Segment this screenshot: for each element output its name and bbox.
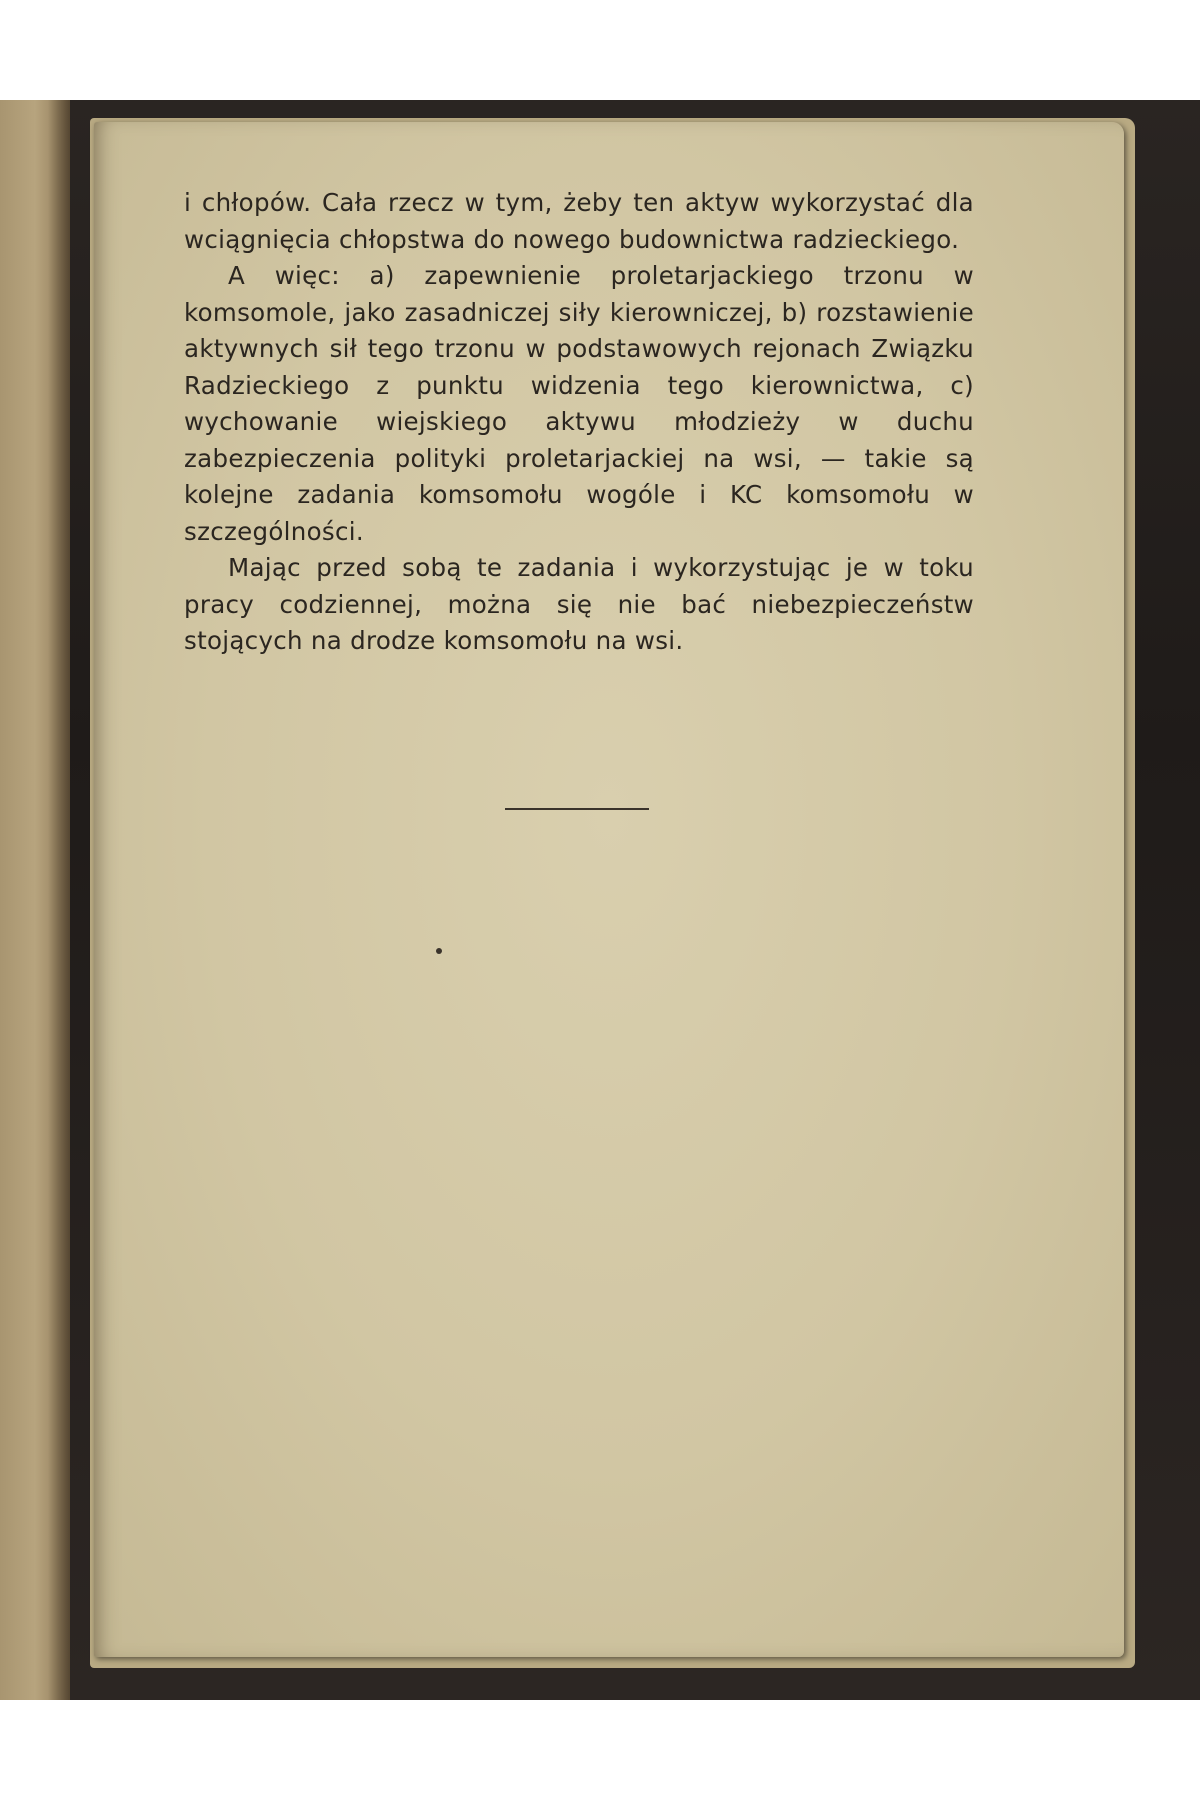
paragraph-1: i chłopów. Cała rzecz w tym, żeby ten aktyw wykorzystać dla wciągnięcia chłopstwa do nowego budownictwa radzieckiego. — [184, 188, 974, 254]
paper-speck — [436, 948, 442, 954]
section-end-rule — [505, 808, 649, 810]
page-gutter-shadow — [48, 100, 70, 1700]
page-text — [184, 185, 974, 660]
previous-page-edge — [0, 100, 70, 1700]
paragraph-2: A więc: a) zapewnienie proletarjackiego trzonu w komsomole, jako zasadniczej siły kierowniczej, b) rozstawienie aktywnych sił tego trzonu w podstawowych rejonach Związku Radzieckiego z punktu widzenia tego kierownictwa, c) wychowanie wiejskiego aktywu młodzieży w duchu zabezpieczenia polityki proletarjackiej na wsi, — takie są kolejne zadania komsomołu wogóle i KC komsomołu w szczególności. — [184, 261, 974, 546]
paragraph-3: Mając przed sobą te zadania i wykorzystując je w toku pracy codziennej, można się nie bać niebezpieczeństw stojących na drodze komsomołu na wsi. — [184, 553, 974, 655]
